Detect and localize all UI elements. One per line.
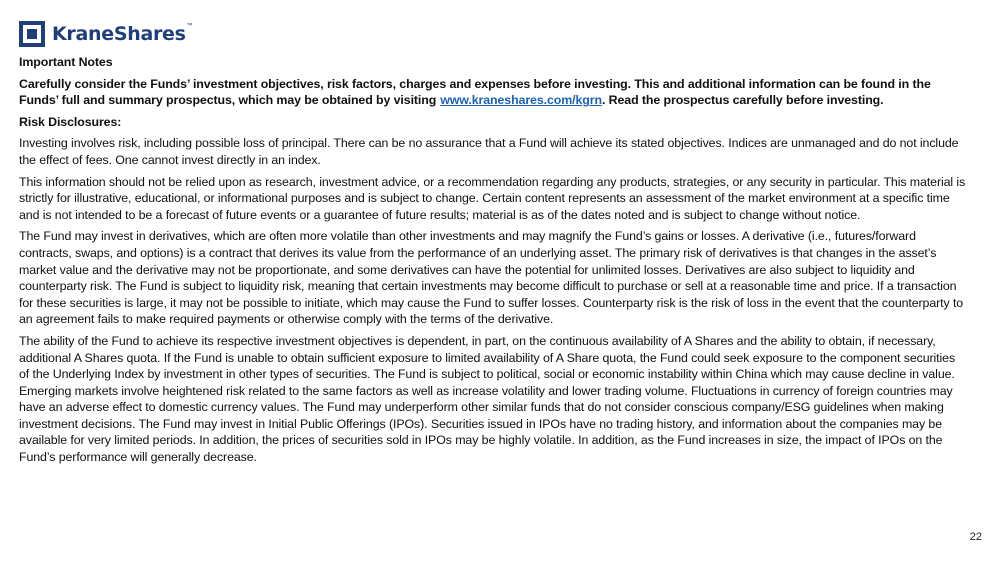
kraneshares-logo-icon — [18, 20, 46, 48]
brand-name: KraneShares — [52, 23, 186, 45]
important-notes-text-start: Carefully consider the Funds’ investment objectives, risk factors, charges and expenses before investing. This and additional information can be found in the Funds’ full and summary prospectus, which may be obtained by visiting — [19, 76, 931, 108]
risk-paragraph-2: This information should not be relied upon as research, investment advice, or a recommendation regarding any products, strategies, or any security in particular. This material is strictly for illustrative, educational, or informational purposes and is subject to change. Certain content represents an assessment of the market environment at a specific time and is not intended to be a forecast of future events or a guarantee of future results; material is as of the dates noted and is subject to change without notice. — [19, 174, 966, 222]
kraneshares-logo[interactable] — [18, 18, 193, 50]
risk-paragraph-1: Investing involves risk, including possible loss of principal. There can be no assurance that a Fund will achieve its stated objectives. Indices are unmanaged and do not include the effect of fees. One cannot invest directly in an index. — [19, 136, 959, 167]
risk-disclosures-heading: Risk Disclosures: — [19, 114, 122, 129]
risk-paragraph-4: The ability of the Fund to achieve its respective investment objectives is dependent, in part, on the continuous availability of A Shares and the ability to obtain, if necessary, additional A Shares quota. If the Fund is unable to obtain sufficient exposure to limited availability of A Share quota, the Fund could seek exposure to the component securities of the Underlying Index by investment in other types of securities. The Fund is subject to political, social or economic instability within China which may cause decline in value. Emerging markets involve heightened risk related to the same factors as well as increase volatility and lower trading volume. Fluctuations in currency of foreign countries may have an adverse effect to domestic currency values. The Fund may underperform other similar funds that do not consider conscious company/ESG guidelines when making investment decisions. The Fund may invest in Initial Public Offerings (IPOs). Securities issued in IPOs have no trading history, and information about the companies may be available for very limited periods. In addition, the prices of securities sold in IPOs may be highly volatile. In addition, as the Fund increases in size, the impact of IPOs on the Fund’s performance will generally decrease. — [19, 333, 956, 465]
page-number: 22 — [969, 531, 982, 543]
important-notes-heading: Important Notes — [19, 55, 113, 69]
disclosure-content — [19, 54, 967, 471]
prospectus-link[interactable]: www.kraneshares.com/kgrn — [440, 93, 602, 108]
trademark-symbol: ™ — [186, 23, 193, 29]
important-notes-text-end: . Read the prospectus carefully before investing. — [601, 93, 884, 108]
important-notes-text — [19, 76, 967, 109]
risk-paragraph-3: The Fund may invest in derivatives, which are often more volatile than other investments and may magnify the Fund’s gains or losses. A derivative (i.e., futures/forward contracts, swaps, and options) is a contract that derives its value from the performance of an underlying asset. The primary risk of derivatives is that changes in the asset’s market value and the derivative may not be proportionate, and some derivatives can have the potential for unlimited losses. Derivatives are also subject to liquidity and counterparty risk. The Fund is subject to liquidity risk, meaning that certain investments may become difficult to purchase or sell at a reasonable time and price. If a transaction for these securities is large, it may not be possible to initiate, which may cause the Fund to suffer losses. Counterparty risk is the risk of loss in the event that the counterparty to an agreement fails to make required payments or otherwise comply with the terms of the derivative. — [19, 229, 964, 327]
